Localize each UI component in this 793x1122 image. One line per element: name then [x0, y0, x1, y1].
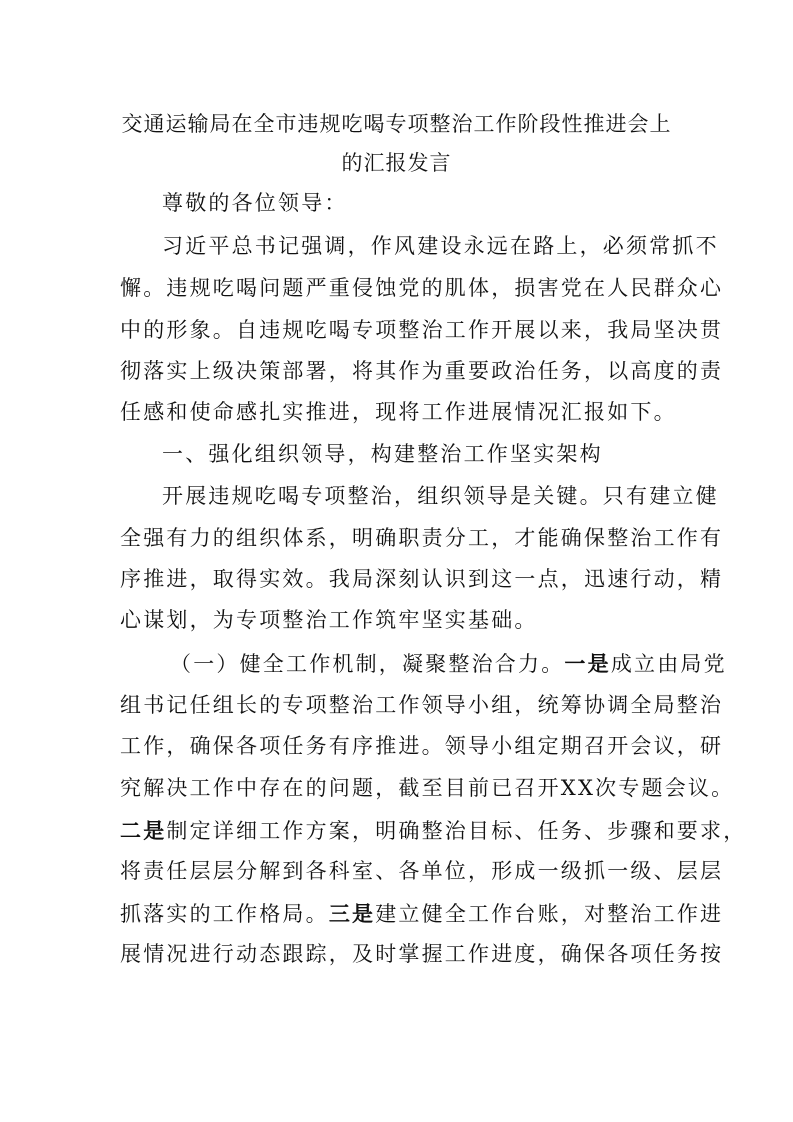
- document-title-line-2: 的汇报发言: [341, 151, 452, 175]
- document-title-line-1: 交通运输局在全市违规吃喝专项整治工作阶段性推进会上: [121, 112, 672, 136]
- section-1-line: 开展违规吃喝专项整治，组织领导是关键。只有建立健: [162, 484, 719, 508]
- section-1-line: 序推进，取得实效。我局深刻认识到这一点，迅速行动，精: [120, 567, 724, 591]
- section-1-heading: 一、强化组织领导，构建整治工作坚实架构: [162, 442, 603, 466]
- salutation: 尊敬的各位领导：: [162, 191, 348, 215]
- subsection-1-line: [120, 901, 724, 926]
- subsection-1-heading: （一）健全工作机制，凝聚整治合力。: [170, 652, 565, 676]
- lead-three: 三是: [328, 901, 376, 926]
- subsection-1-text: 制定详细工作方案，明确整治目标、任务、步骤和要求，: [166, 819, 747, 843]
- subsection-1-line: [170, 653, 730, 675]
- subsection-1-line: 究解决工作中存在的问题，截至目前已召开XX次专题会议。: [120, 776, 735, 800]
- subsection-1-line: 组书记任组长的专项整治工作领导小组，统筹协调全局整治: [120, 693, 724, 717]
- intro-line: 懈。违规吃喝问题严重侵蚀党的肌体，损害党在人民群众心: [120, 276, 724, 300]
- subsection-1-text: 建立健全工作台账，对整治工作进: [375, 902, 724, 926]
- subsection-1-text: 抓落实的工作格局。: [120, 902, 329, 926]
- section-1-line: 心谋划，为专项整治工作筑牢坚实基础。: [120, 608, 538, 632]
- intro-line: 中的形象。自违规吃喝专项整治工作开展以来，我局坚决贯: [120, 318, 724, 342]
- intro-line: 任感和使命感扎实推进，现将工作进展情况汇报如下。: [120, 400, 677, 424]
- subsection-1-line: [120, 818, 747, 843]
- intro-line: 习近平总书记强调，作风建设永远在路上，必须常抓不: [162, 234, 719, 258]
- intro-line: 彻落实上级决策部署，将其作为重要政治任务，以高度的责: [120, 359, 724, 383]
- lead-one: 一是: [564, 651, 611, 676]
- subsection-1-text: 成立由局党: [610, 652, 727, 676]
- section-1-line: 全强有力的组织体系，明确职责分工，才能确保整治工作有: [120, 526, 724, 550]
- lead-two: 二是: [120, 818, 167, 843]
- subsection-1-line: 将责任层层分解到各科室、各单位，形成一级抓一级、层层: [120, 859, 724, 883]
- subsection-1-line: 工作，确保各项任务有序推进。领导小组定期召开会议，研: [120, 734, 724, 758]
- subsection-1-line: 展情况进行动态跟踪，及时掌握工作进度，确保各项任务按: [120, 942, 724, 966]
